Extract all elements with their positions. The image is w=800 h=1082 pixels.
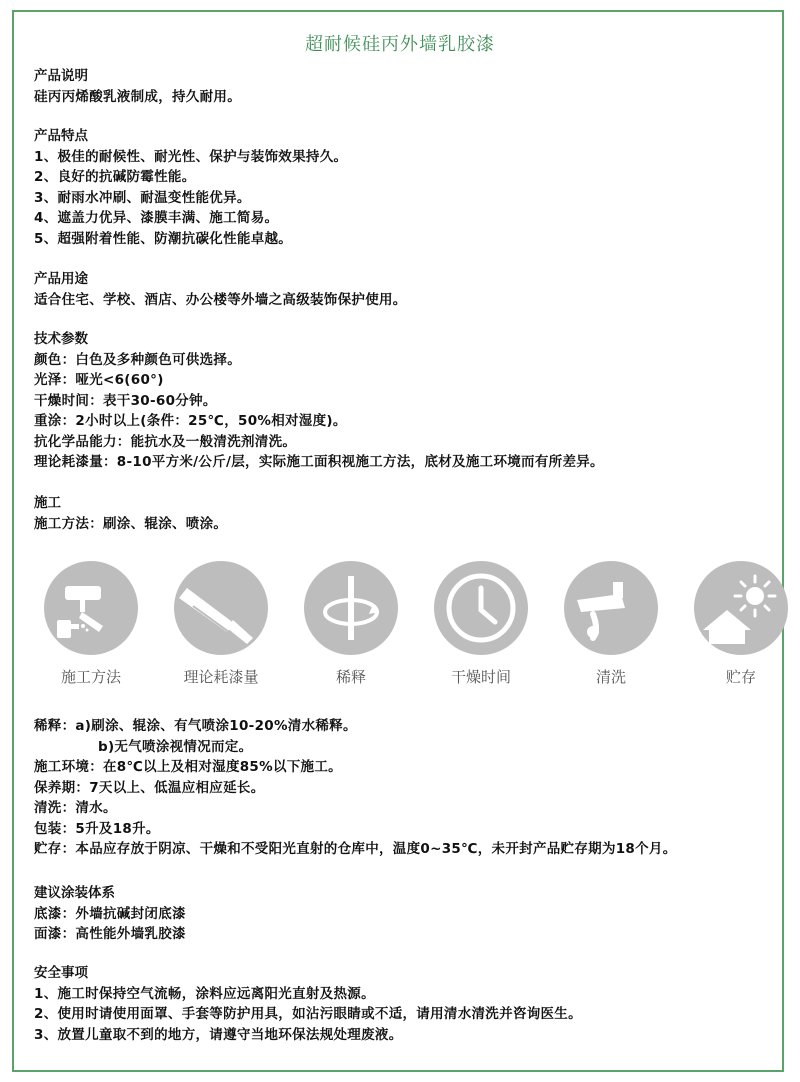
text-line: 贮存：本品应存放于阴凉、干燥和不受阳光直射的仓库中，温度0~35℃，未开封产品贮存期为18个月。 xyxy=(34,841,677,857)
icon-item-storage xyxy=(676,560,800,687)
text-line: 1、施工时保持空气流畅，涂料应远离阳光直射及热源。 xyxy=(34,985,375,1002)
text-line: 光泽：哑光<6(60°) xyxy=(34,372,164,388)
storage-sun-icon xyxy=(693,560,789,656)
section-heading: 施工 xyxy=(34,495,61,511)
text-line: 适合住宅、学校、酒店、办公楼等外墙之高级装饰保护使用。 xyxy=(34,291,407,308)
text-line: 2、使用时请使用面罩、手套等防护用具，如沾污眼睛或不适，请用清水清洗并咨询医生。 xyxy=(34,1006,582,1022)
icon-label: 干燥时间 xyxy=(450,668,511,686)
text-line: 施工方法：刷涂、辊涂、喷涂。 xyxy=(34,515,228,532)
icon-item-drying xyxy=(416,560,546,687)
text-line: 面漆：高性能外墙乳胶漆 xyxy=(34,926,186,942)
icon-item-cleaning xyxy=(546,560,676,687)
icon-row xyxy=(26,560,776,700)
text-line: 5、超强附着性能、防潮抗碳化性能卓越。 xyxy=(34,230,293,247)
section-heading: 产品用途 xyxy=(34,271,88,287)
text-line: 干燥时间：表干30-60分钟。 xyxy=(34,392,217,409)
page-title: 超耐候硅丙外墙乳胶漆 xyxy=(305,34,495,55)
dilution-icon xyxy=(303,560,399,656)
section-heading: 建议涂装体系 xyxy=(34,885,115,901)
text-line: 3、放置儿童取不到的地方，请遵守当地环保法规处理废液。 xyxy=(34,1026,403,1043)
text-line: 2、良好的抗碱防霉性能。 xyxy=(34,169,196,185)
text-line: 包装：5升及18升。 xyxy=(34,820,160,837)
text-line: 施工环境：在8℃以上及相对湿度85%以下施工。 xyxy=(34,759,342,775)
icon-label: 施工方法 xyxy=(60,668,121,686)
text-line: 1、极佳的耐候性、耐光性、保护与装饰效果持久。 xyxy=(34,148,348,165)
text-line: 4、遮盖力优异、漆膜丰满、施工简易。 xyxy=(34,210,279,226)
icon-item-dilution xyxy=(286,560,416,687)
icon-item-method xyxy=(26,560,156,687)
text-line: b)无气喷涂视情况而定。 xyxy=(98,738,253,755)
brush-icon xyxy=(173,560,269,656)
section-usage xyxy=(34,269,774,310)
text-line: 清洗：清水。 xyxy=(34,800,117,816)
text-line: 抗化学品能力：能抗水及一般清洗剂清洗。 xyxy=(34,433,297,450)
text-line: 理论耗漆量：8-10平方米/公斤/层，实际施工面积视施工方法，底材及施工环境而有所差异。 xyxy=(34,454,604,470)
section-features xyxy=(34,126,774,249)
text-line: 硅丙丙烯酸乳液制成，持久耐用。 xyxy=(34,88,241,105)
section-heading: 产品说明 xyxy=(34,68,88,84)
icon-label: 稀释 xyxy=(335,668,366,686)
section-details xyxy=(34,716,774,860)
text-line: 稀释：a)刷涂、辊涂、有气喷涂10-20%清水稀释。 xyxy=(34,718,357,734)
icon-item-coverage xyxy=(156,560,286,687)
section-heading: 技术参数 xyxy=(34,331,88,347)
section-construction xyxy=(34,493,774,534)
icon-label: 理论耗漆量 xyxy=(183,668,259,686)
section-heading: 产品特点 xyxy=(34,128,88,144)
section-system xyxy=(34,883,774,945)
section-description xyxy=(34,66,774,107)
text-line: 颜色：白色及多种颜色可供选择。 xyxy=(34,351,241,368)
clock-icon xyxy=(433,560,529,656)
section-specs xyxy=(34,329,774,473)
text-line: 重涂：2小时以上(条件：25℃，50%相对湿度)。 xyxy=(34,413,347,429)
faucet-icon xyxy=(563,560,659,656)
text-line: 保养期：7天以上、低温应相应延长。 xyxy=(34,779,265,796)
text-line: 底漆：外墙抗碱封闭底漆 xyxy=(34,905,186,922)
spray-roller-icon xyxy=(43,560,139,656)
section-safety xyxy=(34,963,774,1045)
icon-label: 清洗 xyxy=(595,668,626,686)
section-heading: 安全事项 xyxy=(34,965,88,981)
icon-label: 贮存 xyxy=(725,668,756,686)
text-line: 3、耐雨水冲刷、耐温变性能优异。 xyxy=(34,189,251,206)
